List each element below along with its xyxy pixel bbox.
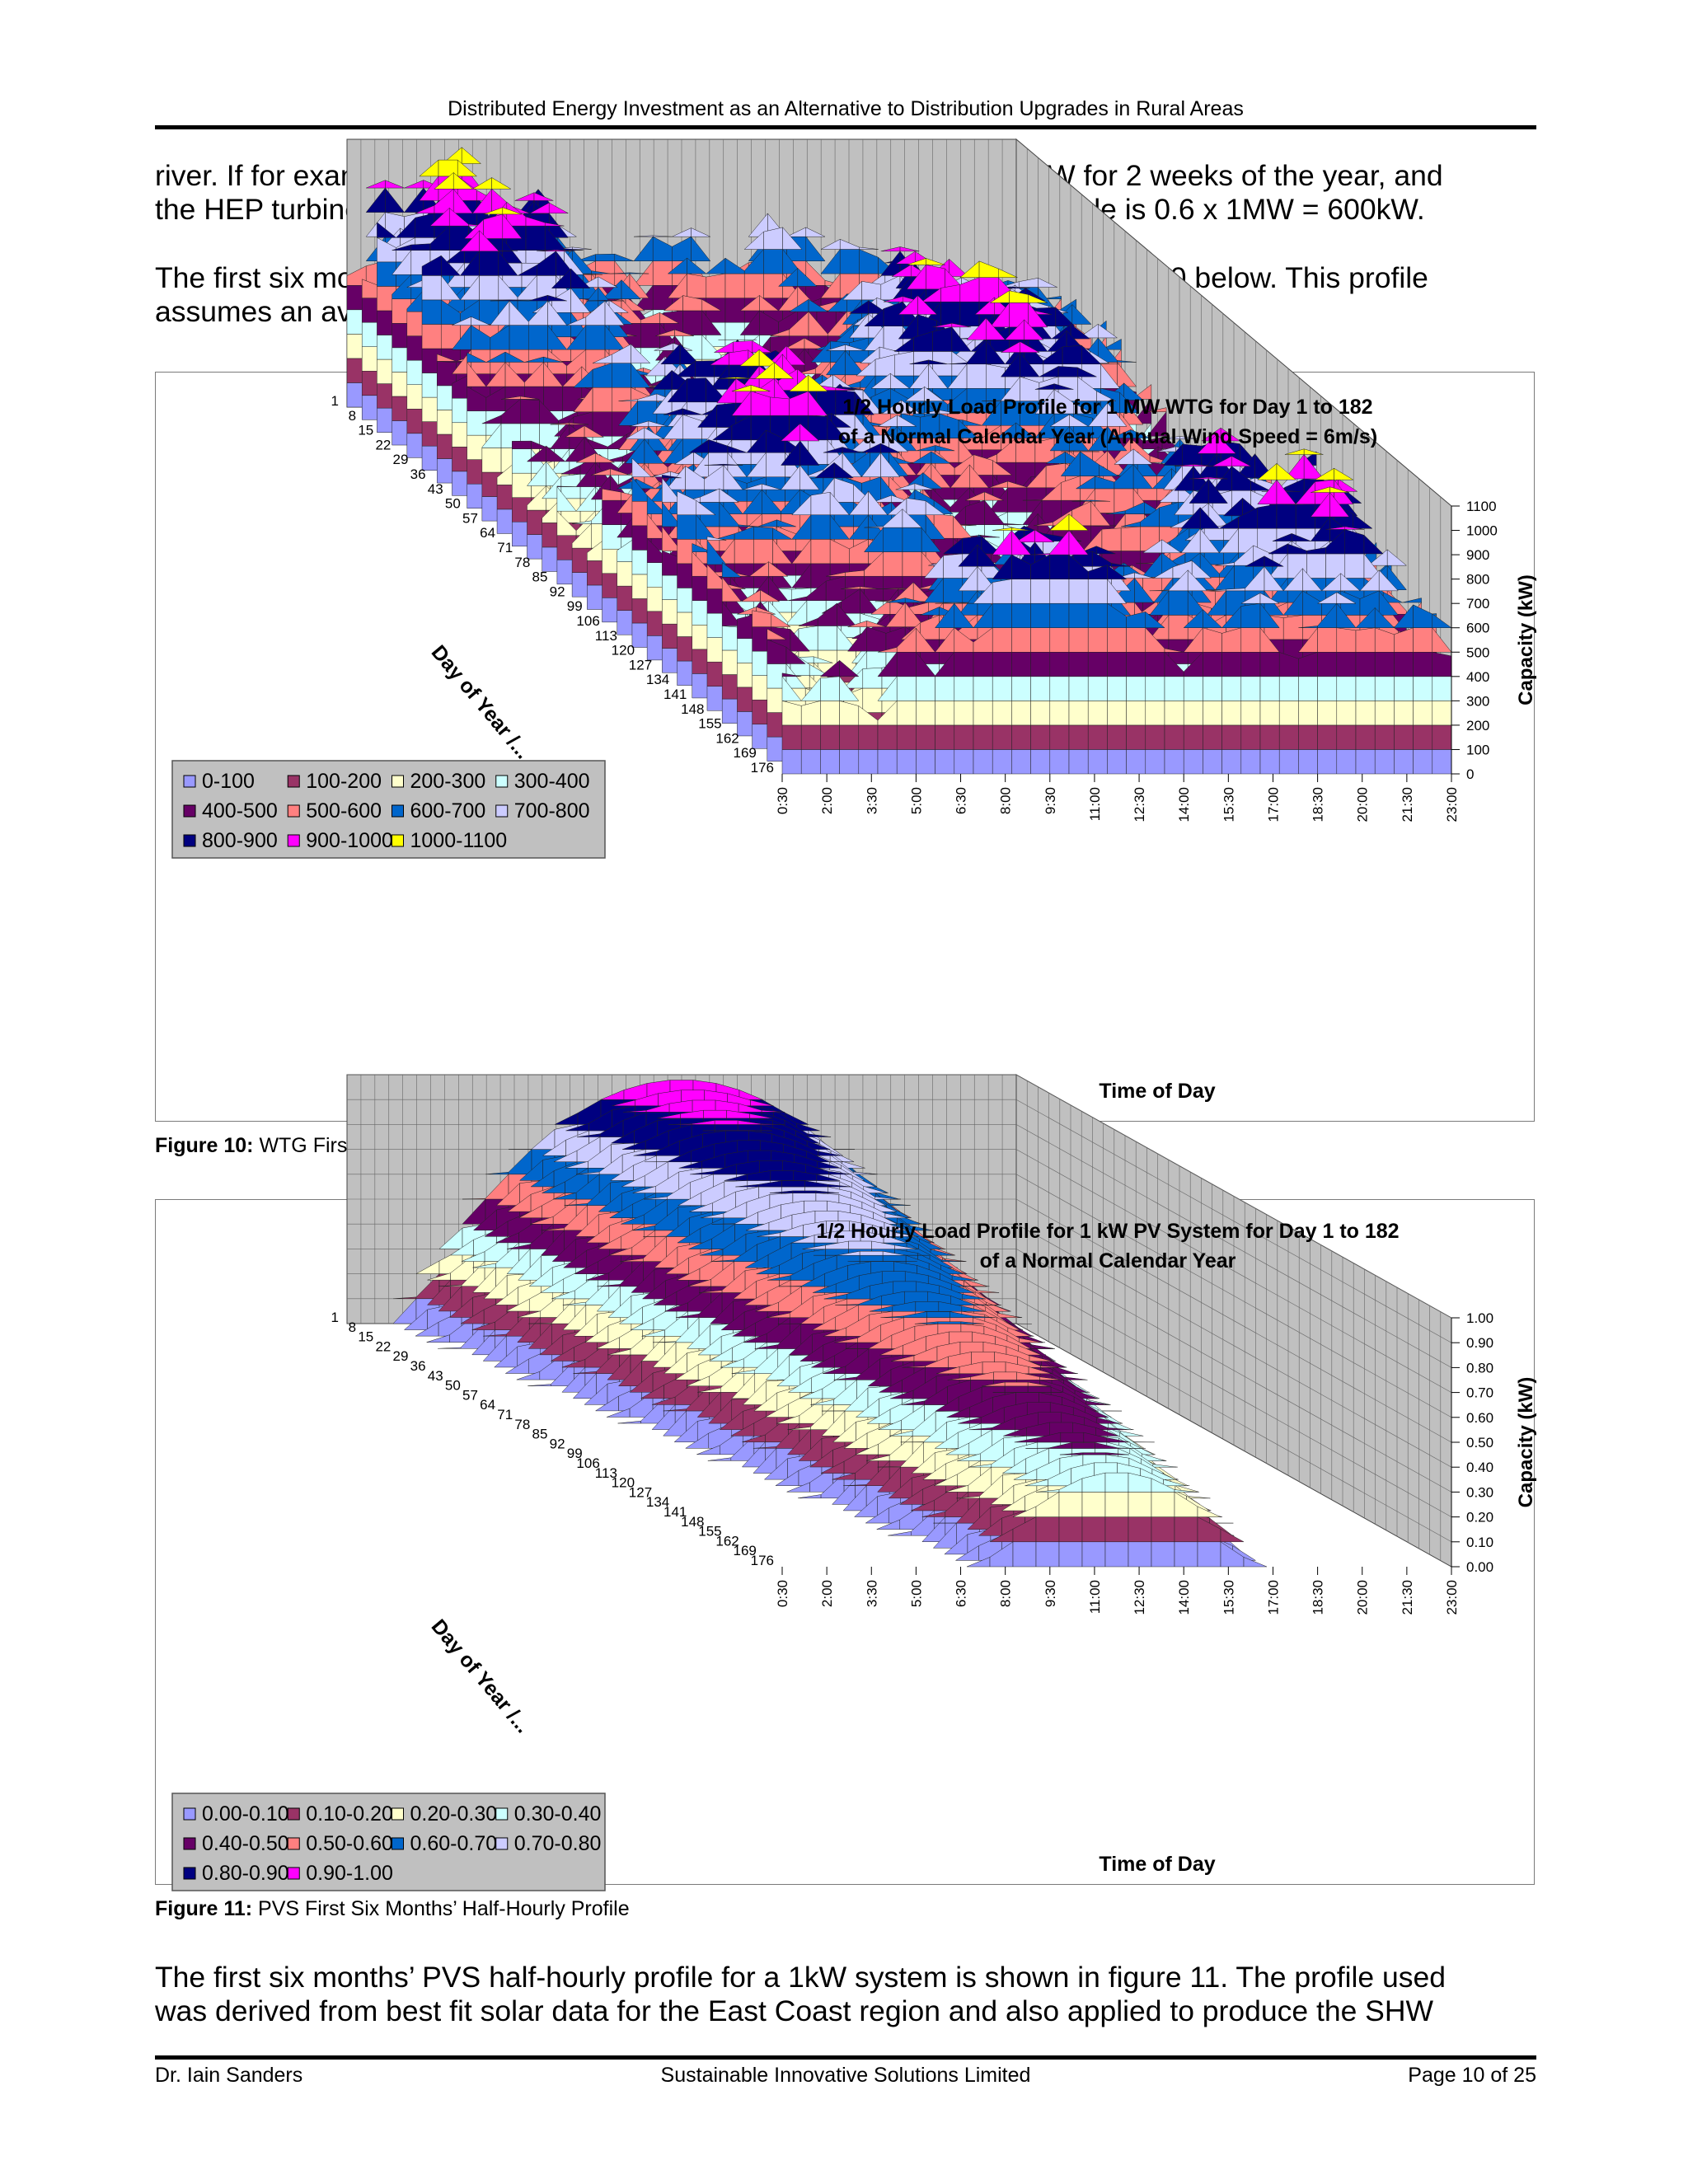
surface-facet [520, 399, 539, 424]
surface-facet [1058, 366, 1077, 377]
figure-10-chart [155, 372, 1535, 1122]
surface-facet [482, 448, 501, 472]
surface-facet [706, 274, 725, 298]
surface-facet [695, 361, 714, 377]
surface-facet [512, 441, 531, 449]
surface-facet [725, 274, 744, 298]
surface-facet [593, 387, 612, 412]
surface-facet [744, 274, 763, 298]
surface-facet [596, 254, 615, 260]
surface-facet [979, 278, 998, 302]
running-header: Distributed Energy Investment as an Alternative to Distribution Upgrades in Rural Areas [448, 97, 1244, 120]
surface-facet [480, 251, 499, 276]
wtg-surface-chart [156, 373, 1537, 1121]
surface-facet [763, 250, 782, 274]
surface-facet [586, 326, 605, 350]
surface-facet [422, 324, 441, 349]
surface-facet [612, 387, 631, 412]
surface-facet [687, 274, 706, 298]
surface-facet [687, 378, 706, 402]
surface-facet [422, 300, 441, 325]
surface-facet [1062, 345, 1081, 364]
surface-facet [683, 311, 702, 335]
text-line: river. If for for 2 weeks of the year, and [155, 159, 1443, 192]
surface-facet [840, 250, 859, 274]
surface-facet [933, 327, 952, 352]
surface-facet [1008, 488, 1027, 513]
surface-facet [509, 326, 528, 350]
surface-facet [770, 397, 789, 415]
text-line: The first six below. This profile [155, 261, 1428, 294]
surface-facet [612, 363, 631, 388]
header-rule [155, 125, 1536, 129]
surface-facet [411, 244, 430, 251]
surface-facet [543, 387, 562, 411]
surface-facet [422, 275, 441, 300]
surface-facet [967, 364, 986, 389]
surface-facet [528, 326, 547, 350]
surface-facet [941, 302, 960, 326]
text-line: the HEP turbine is 0.6 x 1MW = 600kW. [155, 193, 1425, 226]
surface-facet [526, 226, 545, 251]
text-line: assumes an [155, 295, 313, 328]
surface-facet [480, 275, 499, 300]
surface-facet [926, 265, 945, 289]
surface-facet [862, 281, 881, 300]
